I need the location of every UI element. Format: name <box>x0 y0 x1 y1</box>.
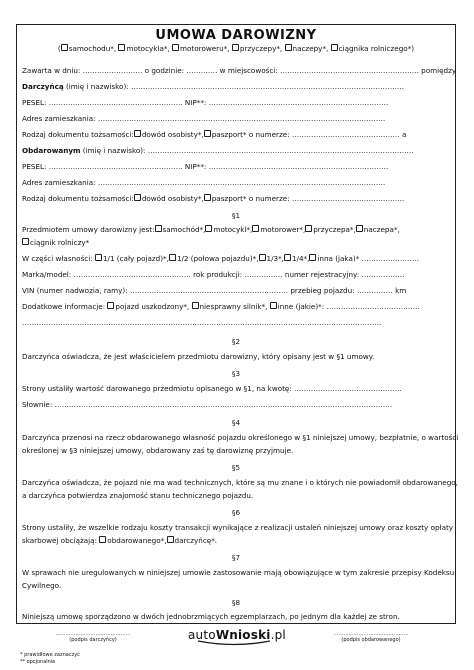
checkbox-1-4[interactable] <box>284 254 291 261</box>
checkbox-1-3[interactable] <box>259 254 266 261</box>
section-3-heading: §3 <box>231 369 241 378</box>
document-title: UMOWA DAROWIZNY <box>155 28 317 43</box>
footnote-1: * prawidłowe zaznaczyć <box>20 652 80 658</box>
checkbox-motorower[interactable] <box>172 44 179 51</box>
section-5-heading: §5 <box>231 463 241 472</box>
footnote-2: ** opcjonalnie <box>20 659 56 665</box>
section-4-text-1: Darczyńca przenosi na rzecz obdarowanego własność pojazdu określonego w §1 niniejszej umowy, bezpłatnie, o wartości <box>22 433 459 442</box>
section-6-heading: §6 <box>231 508 241 517</box>
checkbox-koszty-obdarowany[interactable] <box>99 536 106 543</box>
section-6-text-2: skarbowej obciążają: obdarowanego*, darczyńcę*. <box>22 536 218 545</box>
section-3-text[interactable]: Strony ustaliły wartość darowanego przedmiotu opisanego w §1, na kwotę: ……………………………………… <box>22 384 402 393</box>
section-7-text-1: W sprawach nie uregulowanych w niniejszej umowie zastosowanie mają obowiązujące w tym zakresie przepisy Kodeksu <box>22 568 455 577</box>
autownioski-logo: autoWnioski.pl <box>188 628 286 642</box>
checkbox-1-2[interactable] <box>169 254 176 261</box>
checkbox-przyczepa[interactable] <box>232 44 239 51</box>
section-2-heading: §2 <box>231 337 241 346</box>
darczynca-line[interactable]: Darczyńcą (imię i nazwisko): …………………………………………………………………………………………………… <box>22 82 405 91</box>
checkbox-przedmiot-motocykl[interactable] <box>205 225 212 232</box>
checkbox-przedmiot-naczepa[interactable] <box>356 225 363 232</box>
obdarowany-line[interactable]: Obdarowanym (imię i nazwisko): ………………………………………………………………………………………………… <box>22 146 414 155</box>
przedmiot-line: Przedmiotem umowy darowizny jest: samochód*, motocykl*, motorower*, przyczepa*, naczepa*, <box>22 225 400 234</box>
section-6-text-1: Strony ustaliły, że wszelkie rodzaju koszty transakcji wynikające z realizacji ustaleń niniejszej umowy oraz koszty opłaty <box>22 523 454 532</box>
checkbox-przedmiot-samochod[interactable] <box>155 225 162 232</box>
vin-line[interactable]: VIN (numer nadwozia, ramy): ………………………………………………………… przebieg pojazdu: …………… km <box>22 286 407 295</box>
section-1-heading: §1 <box>231 211 241 220</box>
checkbox-samochod[interactable] <box>61 44 68 51</box>
vehicle-type-options: ( samochodu*, motocykla*, motoroweru*, przyczepy*, naczepy*, ciągnika rolniczego*) <box>57 44 415 53</box>
checkbox-naczepa[interactable] <box>285 44 292 51</box>
signature-obdarowany[interactable]: ……………………………………… (podpis obdarowanego) <box>333 631 409 643</box>
pesel-obdarowany[interactable]: PESEL: ……………………………………………….. NIP**: ………………………………………………………………… <box>22 162 389 171</box>
dokument-darczynca: Rodzaj dokumentu tożsamości: dowód osobisty*, paszport* o numerze: ……………………………………… a <box>22 130 407 139</box>
checkbox-koszty-darczynca[interactable] <box>167 536 174 543</box>
marka-line[interactable]: Marka/model: …………………………………………. rok produkcji: ……………. numer rejestracyjny: ……………… <box>22 270 405 279</box>
section-4-text-2: określonej w §3 niniejszej umowy, obdarowany zaś tę darowiznę przyjmuje. <box>22 446 294 455</box>
checkbox-uszkodzony[interactable] <box>107 302 114 309</box>
section-5-text-2: a darczyńca potwierdza znajomość stanu technicznego pojazdu. <box>22 491 254 500</box>
checkbox-dowod-2[interactable] <box>134 194 141 201</box>
section-8-text: Niniejszą umowę sporządzono w dwóch jednobrzmiących egzemplarzach, po jednym dla każdej ze stron. <box>22 612 400 621</box>
section-7-heading: §7 <box>231 553 241 562</box>
zawarta-line[interactable]: Zawarta w dniu: ……………………. o godzinie: …………. w miejscowości: …………………………………………………. pomiędzy <box>22 66 457 75</box>
checkbox-silnik[interactable] <box>192 302 199 309</box>
checkbox-paszport-1[interactable] <box>204 130 211 137</box>
section-2-text: Darczyńca oświadcza, że jest właścicielem przedmiotu darowizny, który opisany jest w §1 umowy. <box>22 352 375 361</box>
checkbox-dowod-1[interactable] <box>134 130 141 137</box>
checkbox-przedmiot-ciagnik[interactable] <box>22 238 29 245</box>
section-8-heading: §8 <box>231 598 241 607</box>
signature-darczynca[interactable]: ……………………………………… (podpis darczyńcy) <box>55 631 131 643</box>
czesc-wlasnosci-line: W części własności: 1/1 (cały pojazd)*, 1/2 (połowa pojazdu)*, 1/3*, 1/4*, inna (jaka)* …………………… <box>22 254 420 263</box>
dokument-obdarowany: Rodzaj dokumentu tożsamości: dowód osobisty*, paszport* o numerze: ……………………………………….. <box>22 194 405 203</box>
checkbox-inne[interactable] <box>270 302 277 309</box>
section-4-heading: §4 <box>231 418 241 427</box>
checkbox-paszport-2[interactable] <box>204 194 211 201</box>
checkbox-ciagnik[interactable] <box>331 44 338 51</box>
checkbox-1-1[interactable] <box>95 254 102 261</box>
logo-swoosh-icon <box>196 640 272 646</box>
slownie-line[interactable]: Słownie: …………………………………………………………………………………………………………………………… <box>22 400 393 409</box>
dodatkowe-line: Dodatkowe informacje: pojazd uszkodzony*, niesprawny silnik*, inne (jakie)*: ………………………………… <box>22 302 420 311</box>
dodatkowe-dots[interactable]: …………………………………………………………………………………………………………………………………… <box>22 318 382 327</box>
checkbox-przedmiot-motorower[interactable] <box>252 225 259 232</box>
checkbox-przedmiot-przyczepa[interactable] <box>305 225 312 232</box>
checkbox-inna[interactable] <box>309 254 316 261</box>
section-5-text-1: Darczyńca oświadcza, że pojazd nie ma wad technicznych, które są mu znane i o których nie powiadomił obdarowanego, <box>22 478 458 487</box>
adres-darczynca[interactable]: Adres zamieszkania: ………………………………………………………………………………………………………… <box>22 114 386 123</box>
adres-obdarowany[interactable]: Adres zamieszkania: ………………………………………………………………………………………………………… <box>22 178 386 187</box>
przedmiot-line-2: ciągnik rolniczy* <box>22 238 89 247</box>
section-7-text-2: Cywilnego. <box>22 581 62 590</box>
pesel-darczynca[interactable]: PESEL: ……………………………………………….. NIP**: ………………………………………………………………… <box>22 98 389 107</box>
checkbox-motocykl[interactable] <box>118 44 125 51</box>
